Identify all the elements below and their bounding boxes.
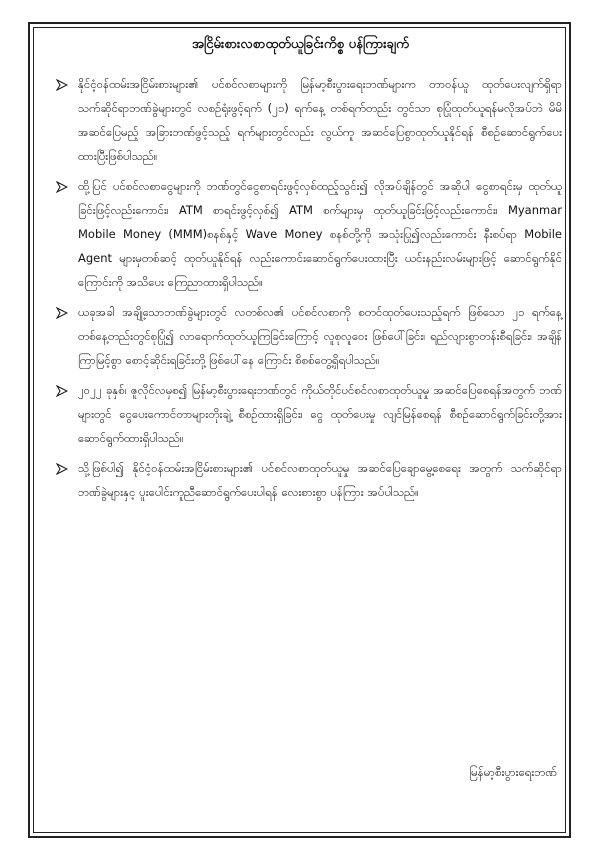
paragraph-text: ယခုအခါ အချို့သောဘဏ်ခွဲများတွင် လတစ်လ၏ ပင်စင်လစာကို စတင်ထုတ်ပေးသည့်ရက် ဖြစ်သော ၂၁ ရက်နေ့ တစ်နေ့တည်းတွင်စုပြုံ၍ လာရောက်ထုတ်ယူကြခြင်းကြောင့် လူစုလူဝေး ဖြစ်ပေါ်ခြင်း၊ ရည်လျားစွာတန်းစီရခြင်း၊ အချိန်ကြာမြင့်စွာ စောင့်ဆိုင်းရခြင်းတို့ ဖြစ်ပေါ်နေ ကြောင်း စိစစ်တွေ့ရှိရပါသည်။: [78, 305, 562, 367]
arrowhead-bullet-icon: [56, 300, 72, 324]
arrowhead-bullet-icon: [56, 378, 72, 402]
list-item: [56, 72, 562, 168]
announcement-list: [56, 72, 562, 510]
list-item: [56, 378, 562, 450]
paragraph-text: သို့ဖြစ်ပါ၍ နိုင်ငံ့ဝန်ထမ်းအငြိမ်းစားများ၏ ပင်စင်လစာထုတ်ယူမှု အဆင်ပြေချောမွေ့စေရေး အတွက် သက်ဆိုင်ရာ ဘဏ်ခွဲများနှင့ ပူးပေါင်းကူညီဆောင်ရွက်ပေးပါရန် လေးစားစွာ ပန်ကြား အပ်ပါသည်။: [78, 461, 562, 499]
paragraph-text: ထို့ပြင် ပင်စင်လစာငွေများကို ဘဏ်တွင်ငွေစာရင်းဖွင့်လှစ်ထည့်သွင်း၍ လိုအပ်ချိန်တွင် အဆိုပါ ငွေစာရင်းမှ ထုတ်ယူခြင်းဖြင့်လည်းကောင်း၊ ATM စာရင်းဖွင့်လှစ်၍ ATM စက်များမှ ထုတ်ယူခြင်းဖြင့်လည်းကောင်း၊ Myanmar Mobile Money (MMM)စနစ်နှင့် Wave Money စနစ်တို့ကို အသုံးပြု၍လည်းကောင်း နီးစပ်ရာ Mobile Agent များမှတစ်ဆင့် ထုတ်ယူနိုင်ရန် လည်းကောင်းဆောင်ရွက်ပေးထားပြီး ယင်းနည်းလမ်းများဖြင့် ဆောင်ရွက်နိုင်ကြောင်းကို အသိပေး ကြေညာထားရှိပါသည်။: [78, 179, 562, 289]
page-title: အငြိမ်းစားလစာထုတ်ယူခြင်းကိစ္စ ပန်ကြားချက်: [192, 37, 409, 52]
paragraph-text: နိုင်ငံ့ဝန်ထမ်းအငြိမ်းစားများ၏ ပင်စင်လစာများကို မြန်မာ့စီးပွားရေးဘဏ်များက တာဝန်ယူ ထုတ်ပေးလျက်ရှိရာ သက်ဆိုင်ရာဘဏ်ခွဲများတွင် လစဉ်ရုံးဖွင့်ရက် (၂၁) ရက်နေ့ တစ်ရက်တည်း တွင်သာ စုပြုံထုတ်ယူရန်မလိုအပ်ဘဲ မိမိအဆင်ပြေမည့် အခြားဘဏ်ဖွင့်သည့် ရက်များတွင်လည်း လွယ်ကူ အဆင်ပြေစွာထုတ်ယူနိုင်ရန် စီစဉ်ဆောင်ရွက်ပေးထားပြီးဖြစ်ပါသည်။: [78, 77, 562, 163]
arrowhead-bullet-icon: [56, 72, 72, 96]
paragraph-text: ၂၀၂၂ ခုနှစ်၊ ဇူလိုင်လမှစ၍ မြန်မာ့စီးပွားရေးဘဏ်တွင် ကိုယ်တိုင်ပင်စင်လစာထုတ်ယူမှု အဆင်ပြေစေရန်အတွက် ဘဏ်များတွင် ငွေပေးကောင်တာများတိုးချဲ့ စီစဉ်ထားရှိခြင်း၊ ငွေ ထုတ်ပေးမှု လျင်မြန်စေရန် စီစဉ်ဆောင်ရွက်ခြင်းတို့အား ဆောင်ရွက်ထားရှိပါသည်။: [78, 383, 562, 445]
arrowhead-bullet-icon: [56, 174, 72, 198]
arrowhead-bullet-icon: [56, 456, 72, 480]
list-item: [56, 174, 562, 294]
list-item: [56, 300, 562, 372]
signature-issuer: မြန်မာ့စီးပွားရေးဘဏ်: [469, 765, 557, 779]
list-item: [56, 456, 562, 504]
